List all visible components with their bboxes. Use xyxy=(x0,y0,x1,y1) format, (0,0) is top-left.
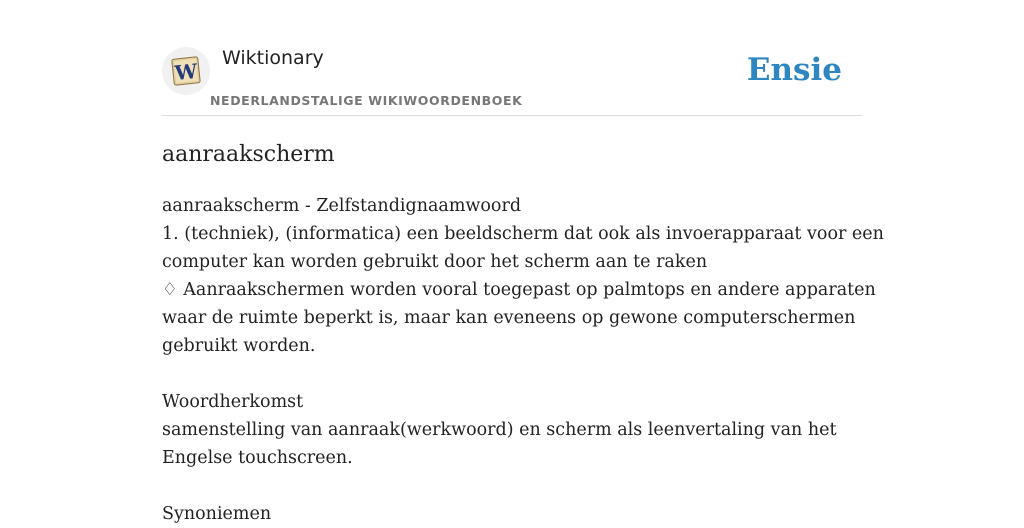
logo-tile xyxy=(170,55,202,87)
example-line-3: gebruikt worden. xyxy=(162,336,316,356)
etymology-line-2: Engelse touchscreen. xyxy=(162,448,353,468)
site-name[interactable]: Wiktionary xyxy=(222,47,324,69)
example-line-1: ♢ Aanraakschermen worden vooral toegepast op palmtops en andere apparaten xyxy=(162,280,876,300)
site-header xyxy=(162,0,862,116)
definition-line-1: 1. (techniek), (informatica) een beeldscherm dat ook als invoerapparaat voor een xyxy=(162,224,884,244)
page xyxy=(162,0,884,524)
synonyms-heading: Synoniemen xyxy=(162,504,272,524)
example-line-2: waar de ruimte beperkt is, maar kan eveneens op gewone computerschermen xyxy=(162,308,856,328)
wiktionary-logo-icon[interactable] xyxy=(162,47,210,95)
site-subtitle: NEDERLANDSTALIGE WIKIWOORDENBOEK xyxy=(210,93,523,108)
article-content xyxy=(162,192,884,528)
definition-line-2: computer kan worden gebruikt door het scherm aan te raken xyxy=(162,252,708,272)
spacer xyxy=(162,360,862,388)
heading-line: aanraakscherm - Zelfstandignaamwoord xyxy=(162,196,522,216)
logo-letter: W xyxy=(173,58,199,86)
spacer xyxy=(162,472,862,500)
etymology-line-1: samenstelling van aanraak(werkwoord) en scherm als leenvertaling van het xyxy=(162,420,837,440)
brand-logo[interactable]: Ensie xyxy=(746,52,842,88)
etymology-heading: Woordherkomst xyxy=(162,392,304,412)
page-title: aanraakscherm xyxy=(162,142,335,167)
